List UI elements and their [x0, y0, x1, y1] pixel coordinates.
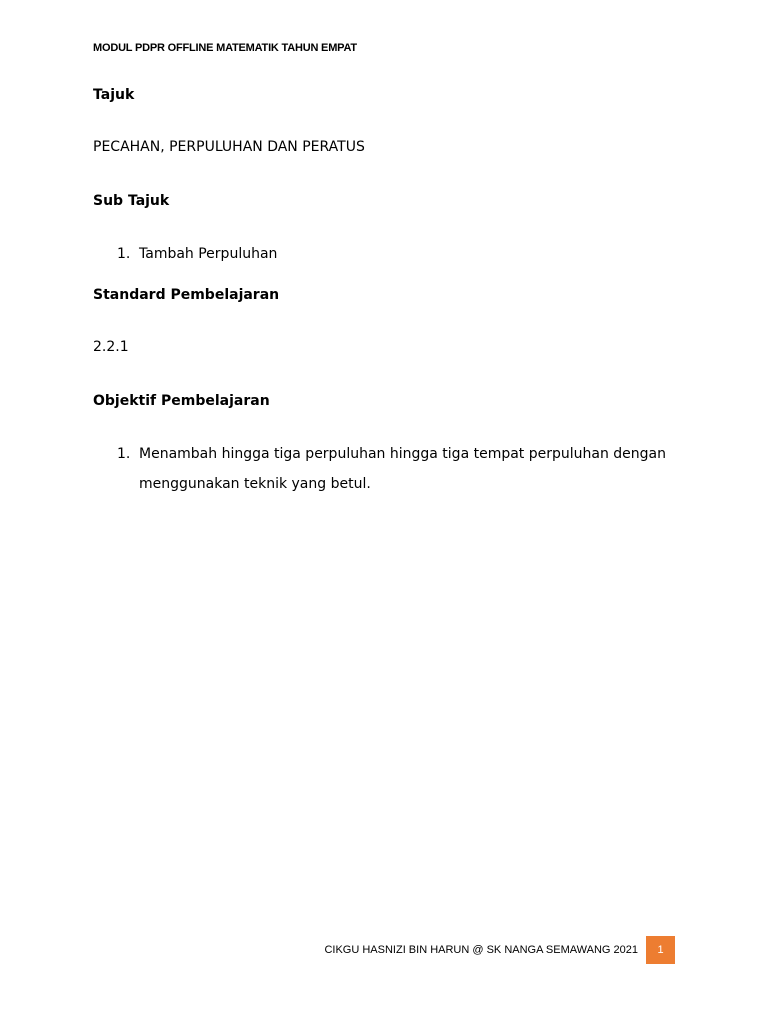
page-header: MODUL PDPR OFFLINE MATEMATIK TAHUN EMPAT: [93, 42, 357, 54]
subtopic-list-item: [117, 239, 687, 269]
list-text: Menambah hingga tiga perpuluhan hingga tiga tempat perpuluhan dengan menggunakan teknik yang betul.: [139, 446, 667, 492]
objective-list-item: [117, 439, 687, 499]
list-number: 1.: [117, 446, 131, 462]
page-number-badge: 1: [646, 936, 675, 964]
topic-heading: Tajuk: [93, 87, 135, 103]
list-number: 1.: [117, 246, 131, 262]
topic-value: PECAHAN, PERPULUHAN DAN PERATUS: [93, 139, 365, 155]
standard-value: 2.2.1: [93, 339, 129, 355]
footer-text: CIKGU HASNIZI BIN HARUN @ SK NANGA SEMAWANG 2021: [324, 944, 638, 956]
standard-heading: Standard Pembelajaran: [93, 287, 280, 303]
subtopic-heading: Sub Tajuk: [93, 193, 170, 209]
page-footer: [93, 936, 675, 964]
list-text: Tambah Perpuluhan: [139, 246, 278, 262]
objective-heading: Objektif Pembelajaran: [93, 393, 270, 409]
